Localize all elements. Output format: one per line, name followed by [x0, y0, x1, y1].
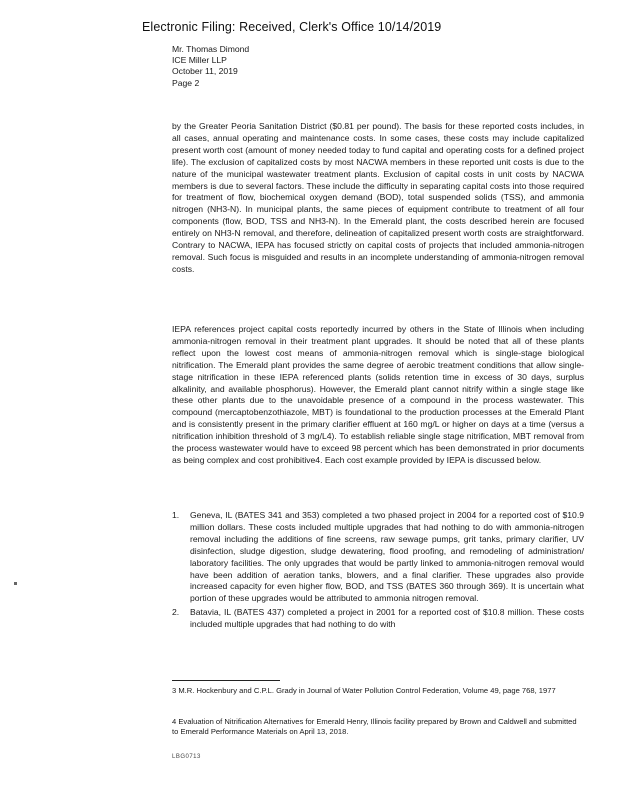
recipient-firm: ICE Miller LLP	[172, 55, 227, 66]
list-item	[172, 607, 584, 631]
cost-example-list	[172, 510, 584, 633]
list-item-text: Geneva, IL (BATES 341 and 353) completed a two phased project in 2004 for a reported cost of $10.9 million dollars. These costs included multiple upgrades that had nothing to do with ammonia-nitrogen removal including the additions of fine screens, raw sewage pumps, grit tanks, primary clarifier, UV disinfection, sludge digestion, sludge dewatering, flood proofing, and remodeling of administration/ laboratory facilities. The only upgrades that would be partly linked to ammonia-nitrogen removal would have been addition of aeration tanks, blowers, and a final clarifier. These upgrades also provide increased capacity for even higher flow, BOD, and TSS (BATES 360 through 369). It is uncertain what portion of these upgrades would be attributed to ammonia nitrogen removal.	[190, 510, 584, 604]
footnote: 4 Evaluation of Nitrification Alternatives for Emerald Henry, Illinois facility prepared by Brown and Caldwell and submitted to Emerald Performance Materials on April 13, 2018.	[172, 717, 577, 737]
letterhead	[172, 44, 249, 89]
body-paragraph: IEPA references project capital costs reportedly incurred by others in the State of Illinois when including ammonia-nitrogen removal in their treatment plant upgrades. It should be noted that all of these plants reflect upon the lowest cost means of ammonia-nitrogen removal which is single-stage biological nitrification. The Emerald plant provides the same degree of aerobic treatment conditions that allow single-stage nitrification in these IEPA referenced plants (solids retention time in excess of 30 days, surplus alkalinity, and available phosphorus). However, the Emerald plant cannot nitrify within a single stage like these other plants due to the unavoidable presence of a compound in the process wastewater. This compound (mercaptobenzothiazole, MBT) is foundational to the production processes at the Emerald Plant and is consistently present in the primary clarifier effluent at 160 mg/L or higher on days at a time (versus a nitrification inhibition threshold of 3 mg/L4). To establish reliable single stage nitrification, MBT removal from the process wastewater would have to exceed 98 percent which has been demonstrated in prior documents as being complex and cost prohibitive4. Each cost example provided by IEPA is discussed below.	[172, 324, 584, 465]
list-item-number: 2.	[172, 607, 180, 618]
footnote-divider	[172, 680, 280, 681]
letter-date: October 11, 2019	[172, 66, 238, 77]
list-item	[172, 510, 584, 605]
list-item-number: 1.	[172, 510, 180, 520]
margin-mark	[14, 582, 17, 585]
filing-stamp: Electronic Filing: Received, Clerk's Office 10/14/2019	[142, 20, 442, 34]
footnote: 3 M.R. Hockenbury and C.P.L. Grady in Journal of Water Pollution Control Federation, Volume 49, page 768, 1977	[172, 686, 556, 695]
body-paragraph: by the Greater Peoria Sanitation District ($0.81 per pound). The basis for these reported costs includes, in all cases, annual operating and maintenance costs. In some cases, these costs may include capitalized present worth cost (amount of money needed today to fund capital and operating costs for a defined project life). The exclusion of capitalized costs by most NACWA members in these reported unit costs is due to the nature of the municipal wastewater treatment plants. Exclusion of capital costs in unit costs by NACWA members is due to several factors. These include the difficulty in separating capital costs into those required for treatment of flow, biochemical oxygen demand (BOD), total suspended solids (TSS), and ammonia nitrogen (NH3-N). In municipal plants, the same pieces of equipment contribute to treatment of all four components (flow, BOD, TSS and NH3-N). In the Emerald plant, the costs described herein are focused entirely on NH3-N removal, and therefore, delineation of capitalized present worth costs are straightforward. Contrary to NACWA, IEPA has focused strictly on capital costs of projects that included ammonia-nitrogen removal. Such focus is misguided and results in an incomplete understanding of ammonia-nitrogen removal costs.	[172, 121, 584, 274]
recipient-name: Mr. Thomas Dimond	[172, 44, 250, 54]
list-item-text: Batavia, IL (BATES 437) completed a project in 2001 for a reported cost of $10.8 million. These costs included multiple upgrades that had nothing to do with	[190, 607, 584, 630]
page-label: Page 2	[172, 77, 200, 88]
page-code: LBG0713	[172, 754, 201, 760]
